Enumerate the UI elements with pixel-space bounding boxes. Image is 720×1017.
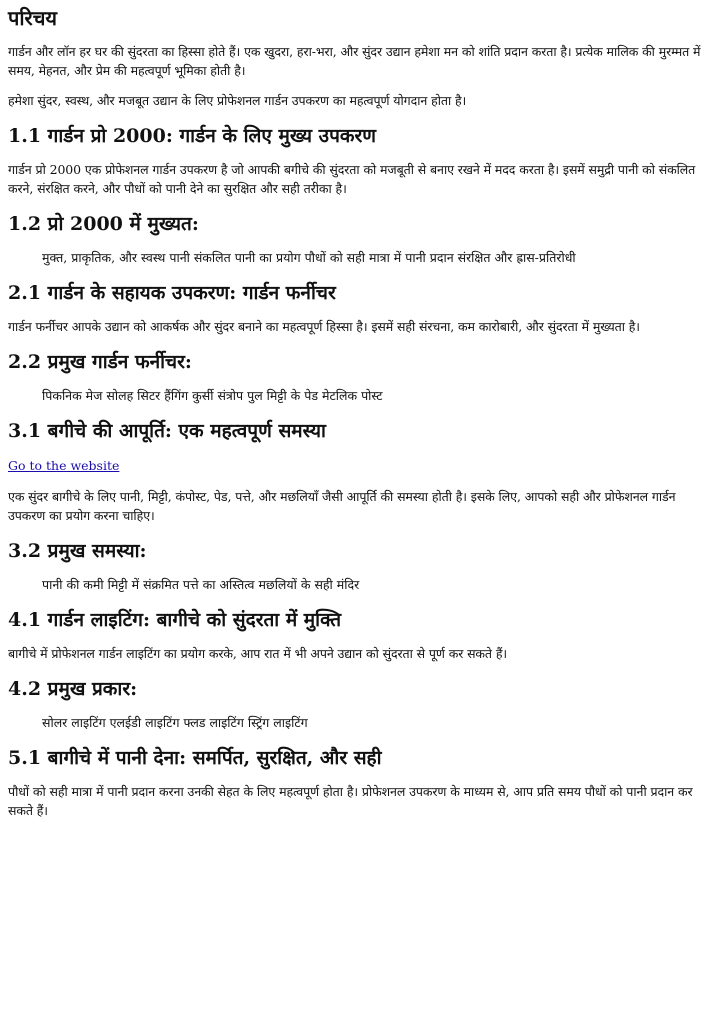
- section-4-1-heading: 4.1 गार्डन लाइटिंग: बागीचे को सुंदरता में मुक्ति: [8, 609, 342, 631]
- section-3-1-paragraph: एक सुंदर बागीचे के लिए पानी, मिट्टी, कंपोस्ट, पेड, पत्ते, और मछलियाँ जैसी आपूर्ति की समस्या होती है। इसके लिए, आपको सही और प्रोफेशनल गार्डन उपकरण का प्रयोग करना चाहिए।: [8, 489, 676, 523]
- section-2-1-heading: 2.1 गार्डन के सहायक उपकरण: गार्डन फर्नीचर: [8, 282, 336, 304]
- section-3-2-heading: 3.2 प्रमुख समस्या:: [8, 540, 147, 562]
- section-5-1-heading: 5.1 बागीचे में पानी देना: समर्पित, सुरक्षित, और सही: [8, 747, 382, 769]
- website-link[interactable]: Go to the website: [8, 458, 120, 473]
- intro-heading: परिचय: [8, 6, 58, 30]
- section-4-2-heading: 4.2 प्रमुख प्रकार:: [8, 678, 138, 700]
- section-1-1-paragraph: गार्डन प्रो 2000 एक प्रोफेशनल गार्डन उपकरण है जो आपकी बगीचे की सुंदरता को मजबूती से बनाए रखने में मदद करता है। इसमें समुद्री पानी को संकलित करने, संरक्षित करने, और पौधों को पानी देने का सुरक्षित और सही तरीका है।: [8, 162, 696, 196]
- section-2-1-paragraph: गार्डन फर्नीचर आपके उद्यान को आकर्षक और सुंदर बनाने का महत्वपूर्ण हिस्सा है। इसमें सही संरचना, कम कारोबारी, और सुंदरता में मुख्यता है।: [8, 319, 640, 334]
- section-5-1-paragraph: पौधों को सही मात्रा में पानी प्रदान करना उनकी सेहत के लिए महत्वपूर्ण होता है। प्रोफेशनल उपकरण के माध्यम से, आप प्रति समय पौधों को पानी प्रदान कर सकते हैं।: [8, 784, 693, 818]
- section-2-2-list: पिकनिक मेज सोलह सिटर हैंगिंग कुर्सी संत्रोप पुल मिट्टी के पेड मेटलिक पोस्ट: [42, 388, 383, 403]
- section-1-2-heading: 1.2 प्रो 2000 में मुख्यत:: [8, 213, 199, 235]
- section-1-1-heading: 1.1 गार्डन प्रो 2000: गार्डन के लिए मुख्य उपकरण: [8, 125, 376, 147]
- section-3-2-list: पानी की कमी मिट्टी में संक्रमित पत्ते का अस्तित्व मछलियों के सही मंदिर: [42, 577, 360, 592]
- section-4-1-paragraph: बागीचे में प्रोफेशनल गार्डन लाइटिंग का प्रयोग करके, आप रात में भी अपने उद्यान को सुंदरता से पूर्ण कर सकते हैं।: [8, 646, 508, 661]
- intro-paragraph-1: गार्डन और लॉन हर घर की सुंदरता का हिस्सा होते हैं। एक खुदरा, हरा-भरा, और सुंदर उद्यान हमेशा मन को शांति प्रदान करता है। प्रत्येक मालिक की मुरम्मत में समय, मेहनत, और प्रेम की महत्वपूर्ण भूमिका होती है।: [8, 44, 701, 78]
- section-4-2-list: सोलर लाइटिंग एलईडी लाइटिंग फ्लड लाइटिंग स्ट्रिंग लाइटिंग: [42, 715, 308, 730]
- section-2-2-heading: 2.2 प्रमुख गार्डन फर्नीचर:: [8, 351, 192, 373]
- section-1-2-list: मुक्त, प्राकृतिक, और स्वस्थ पानी संकलित पानी का प्रयोग पौधों को सही मात्रा में पानी प्रदान संरक्षित और ह्रास-प्रतिरोधी: [42, 250, 576, 265]
- section-3-1-heading: 3.1 बगीचे की आपूर्ति: एक महत्वपूर्ण समस्या: [8, 420, 326, 442]
- intro-paragraph-2: हमेशा सुंदर, स्वस्थ, और मजबूत उद्यान के लिए प्रोफेशनल गार्डन उपकरण का महत्वपूर्ण योगदान होता है।: [8, 93, 467, 108]
